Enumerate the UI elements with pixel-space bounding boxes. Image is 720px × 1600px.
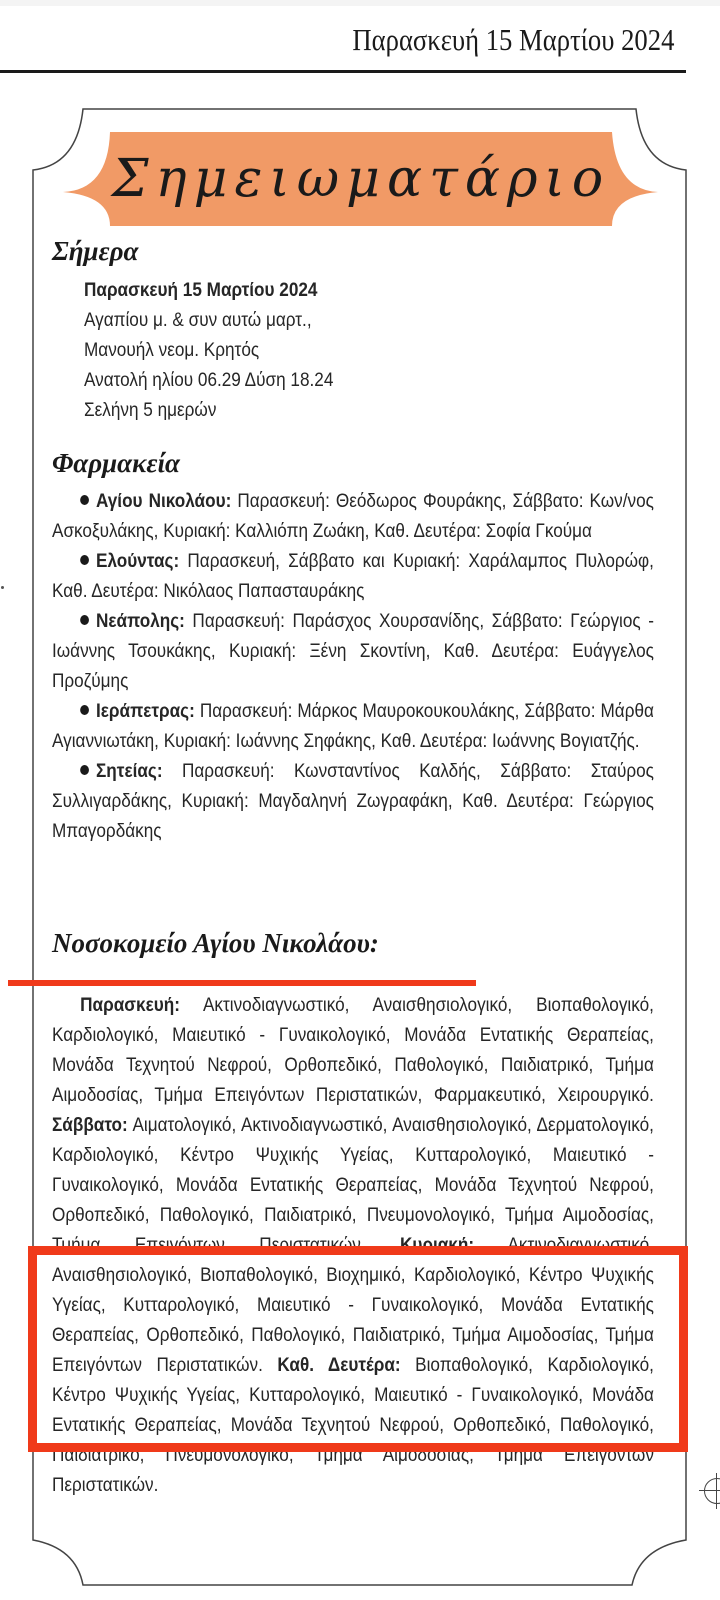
pharmacy-text: Παρασκευή: Μάρκος Μαυροκουκουλάκης, Σάββατο: Μάρθα Αγιαννιωτάκη, Κυριακή: Ιωάννης Σηφάκης, Καθ. Δευτέρα: Ιωάννης Βογιατζής. xyxy=(52,700,654,752)
pharmacy-town: Ελούντας: xyxy=(96,550,180,572)
today-line-sun: Ανατολή ηλίου 06.29 Δύση 18.24 xyxy=(84,369,334,391)
hospital-day-departments: Ακτινοδιαγνωστικό, Αναισθησιολογικό, Βιοπαθολογικό, Βιοχημικό, Καρδιολογικό, Κέντρο Ψυχικής Υγείας, Κυτταρολογικό, Μαιευτικό - Γυναικολογικό, Μονάδα Εντατικής Θεραπείας, Ορθοπεδικό, Παθολογικό, Παιδιατρικό, Τμήμα Αιμοδοσίας, Τμήμα Επειγόντων Περιστατικών. xyxy=(52,1234,654,1376)
today-line-saints: Αγαπίου μ. & συν αυτώ μαρτ., xyxy=(84,309,312,331)
hospital-day-label: Παρασκευή: xyxy=(80,994,180,1016)
pharmacy-town: Ιεράπετρας: xyxy=(96,700,195,722)
pharmacy-town: Σητείας: xyxy=(96,760,163,782)
bullet-icon xyxy=(80,615,89,625)
bullet-icon xyxy=(80,495,89,505)
hospital-day-departments: Αιματολογικό, Ακτινοδιαγνωστικό, Αναισθησιολογικό, Δερματολογικό, Καρδιολογικό, Κέντρο Ψυχικής Υγείας, Κυτταρολογικό, Μαιευτικό - Γυναικολογικό, Μονάδα Εντατικής Θεραπείας, Μονάδα Τεχνητού Νεφρού, Ορθοπεδικό, Παθολογικό, Παιδιατρικό, Πνευμονολογικό, Τμήμα Αιμοδοσίας, Τμήμα Επειγόντων Περιστατικών. xyxy=(52,1114,654,1256)
pharmacy-item xyxy=(52,696,654,756)
hospital-day-label: Σάββατο: xyxy=(52,1114,128,1136)
pharmacy-text: Παρασκευή: Θεόδωρος Φουράκης, Σάββατο: Κων/νος Ασκοξυλάκης, Κυριακή: Καλλιόπη Ζωάκη, Καθ. Δευτέρα: Σοφία Γκούμα xyxy=(52,490,654,542)
today-line-moon: Σελήνη 5 ημερών xyxy=(84,399,217,421)
pharmacies-list xyxy=(52,486,654,846)
hospital-schedule xyxy=(52,990,654,1500)
pharmacy-text: Παρασκευή: Κωνσταντίνος Καλδής, Σάββατο: Σταύρος Συλλιγαρδάκης, Κυριακή: Μαγδαληνή Ζωγραφάκη, Καθ. Δευτέρα: Γεώργιος Μπαγορδάκης xyxy=(52,760,654,842)
edge-dot xyxy=(1,586,4,589)
bullet-icon xyxy=(80,765,89,775)
pharmacy-town: Νεάπολης: xyxy=(96,610,185,632)
pharmacy-item xyxy=(52,606,654,696)
pharmacy-text: Παρασκευή: Παράσχος Χουρσανίδης, Σάββατο: Γεώργιος - Ιωάννης Τσουκάκης, Κυριακή: Ξένη Σκοντίνη, Καθ. Δευτέρα: Ευάγγελος Προζύμης xyxy=(52,610,654,692)
section-title-pharmacies: Φαρμακεία xyxy=(52,448,180,478)
annotation-underline xyxy=(8,980,476,986)
pharmacy-item xyxy=(52,486,654,546)
bullet-icon xyxy=(80,555,89,565)
pharmacy-town: Αγίου Νικολάου: xyxy=(96,490,232,512)
hospital-day-label: Καθ. Δευτέρα: xyxy=(277,1354,401,1376)
pharmacy-text: Παρασκευή, Σάββατο και Κυριακή: Χαράλαμπος Πυλορώφ, Καθ. Δευτέρα: Νικόλαος Παπασταυράκης xyxy=(52,550,654,602)
page-date-header: Παρασκευή 15 Μαρτίου 2024 xyxy=(351,22,674,57)
pharmacy-item xyxy=(52,756,654,846)
bullet-icon xyxy=(80,705,89,715)
today-info xyxy=(84,275,504,425)
hospital-schedule-text xyxy=(52,990,654,1500)
pharmacy-item xyxy=(52,546,654,606)
today-date: Παρασκευή 15 Μαρτίου 2024 xyxy=(84,279,318,301)
hospital-day-departments: Βιοπαθολογικό, Καρδιολογικό, Κέντρο Ψυχικής Υγείας, Κυτταρολογικό, Μαιευτικό - Γυναικολογικό, Μονάδα Εντατικής Θεραπείας, Μονάδα Τεχνητού Νεφρού, Ορθοπεδικό, Παθολογικό, Παιδιατρικό, Πνευμονολογικό, Τμήμα Αιμοδοσίας, Τμήμα Επειγόντων Περιστατικών. xyxy=(52,1354,654,1496)
hospital-day-departments: Ακτινοδιαγνωστικό, Αναισθησιολογικό, Βιοπαθολογικό, Καρδιολογικό, Μαιευτικό - Γυναικολογικό, Μονάδα Εντατικής Θεραπείας, Μονάδα Τεχνητού Νεφρού, Ορθοπεδικό, Παθολογικό, Παιδιατρικό, Τμήμα Αιμοδοσίας, Τμήμα Επειγόντων Περιστατικών, Φαρμακευτικό, Χειρουργικό. xyxy=(52,994,654,1106)
today-line-saint-2: Μανουήλ νεομ. Κρητός xyxy=(84,339,260,361)
banner-title: Σημειωματάριο xyxy=(111,149,611,209)
hospital-day-label: Κυριακή: xyxy=(399,1234,475,1256)
section-title-hospital: Νοσοκομείο Αγίου Νικολάου: xyxy=(52,928,379,958)
section-title-today: Σήμερα xyxy=(52,236,139,266)
